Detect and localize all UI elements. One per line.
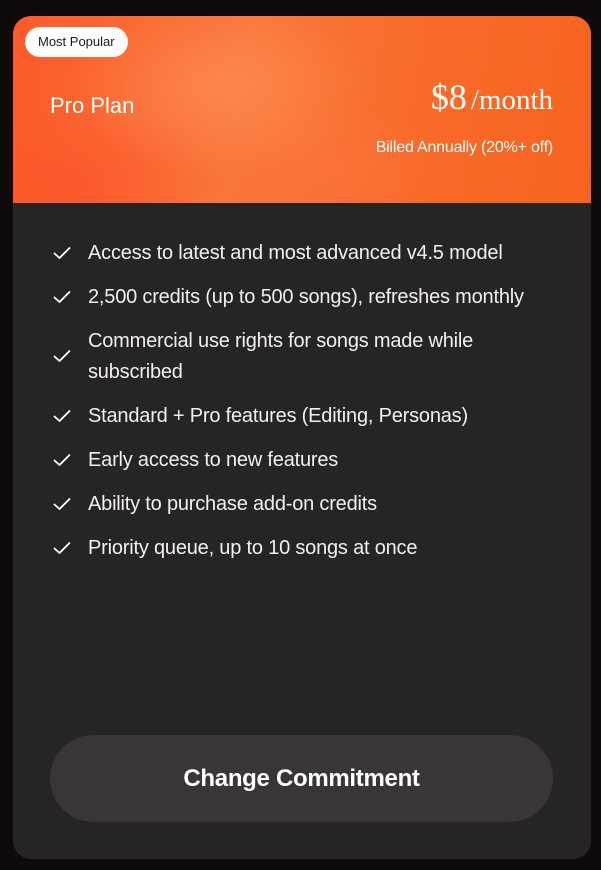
check-icon — [53, 246, 71, 260]
feature-text: Early access to new features — [88, 449, 339, 471]
check-icon — [53, 409, 71, 423]
change-commitment-button[interactable]: Change Commitment — [50, 735, 553, 822]
feature-list — [53, 238, 553, 577]
check-icon — [53, 541, 71, 555]
feature-text: Standard + Pro features (Editing, Personas) — [88, 405, 468, 427]
feature-text: 2,500 credits (up to 500 songs), refreshes monthly — [88, 286, 524, 308]
feature-item — [53, 326, 553, 388]
feature-item — [53, 533, 553, 564]
check-icon — [53, 349, 71, 363]
feature-text: Commercial use rights for songs made while subscribed — [88, 330, 474, 383]
plan-price — [431, 76, 553, 118]
price-period: /month — [470, 84, 553, 116]
feature-item — [53, 401, 553, 432]
check-icon — [53, 497, 71, 511]
feature-text: Ability to purchase add-on credits — [88, 493, 377, 515]
feature-item — [53, 489, 553, 520]
most-popular-badge: Most Popular — [25, 27, 128, 57]
check-icon — [53, 453, 71, 467]
check-icon — [53, 290, 71, 304]
pricing-card — [13, 16, 591, 859]
feature-item — [53, 238, 553, 269]
price-amount: $8 — [430, 77, 467, 117]
plan-name: Pro Plan — [50, 93, 135, 118]
billing-note: Billed Annually (20%+ off) — [375, 139, 553, 156]
feature-text: Access to latest and most advanced v4.5 model — [88, 242, 503, 264]
plan-header — [13, 16, 591, 203]
feature-item — [53, 445, 553, 476]
feature-item — [53, 282, 553, 313]
feature-text: Priority queue, up to 10 songs at once — [88, 537, 418, 559]
